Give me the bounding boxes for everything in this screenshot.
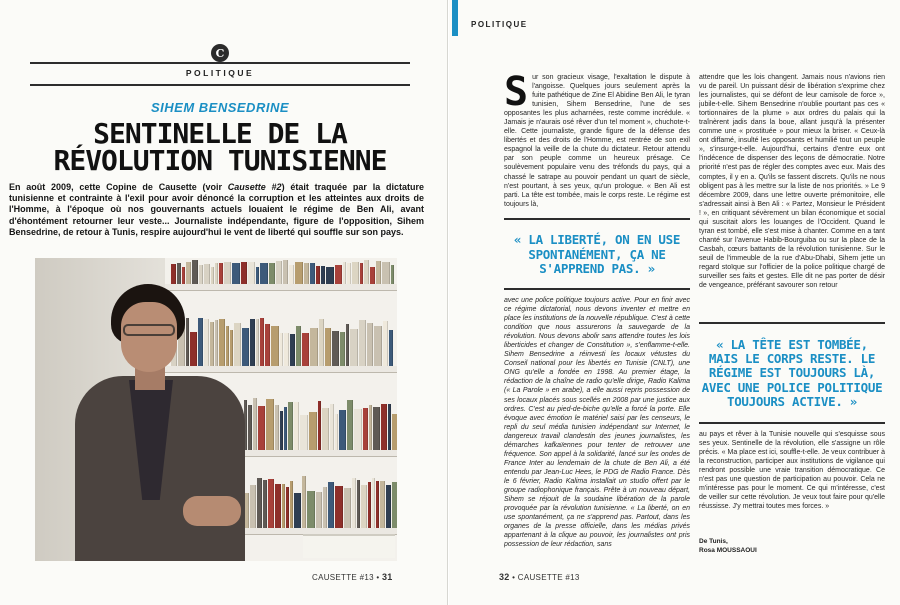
book-spine <box>392 414 397 450</box>
book-spine <box>257 478 262 528</box>
book-spine <box>369 405 372 450</box>
book-spine <box>330 404 334 450</box>
headline-line-2: RÉVOLUTION TUNISIENNE <box>53 144 387 177</box>
book-row <box>171 260 393 284</box>
book-spine <box>269 263 275 284</box>
book-spine <box>256 319 259 366</box>
book-spine <box>360 263 363 284</box>
book-spine <box>389 330 393 366</box>
pull-quote: « LA LIBERTÉ, ON EN USE SPONTANÉMENT, ÇA NE S'APPREND PAS. » <box>504 218 690 290</box>
book-spine <box>316 266 320 284</box>
book-spine <box>263 480 267 528</box>
lede-issue-ref: Causette #2 <box>227 182 282 192</box>
book-spine <box>350 329 358 366</box>
book-spine <box>232 263 240 284</box>
book-spine <box>215 263 218 284</box>
book-spine <box>372 478 375 528</box>
page-folio <box>312 572 393 582</box>
book-spine <box>335 265 342 284</box>
book-spine <box>288 402 293 450</box>
book-spine <box>325 328 331 366</box>
book-spine <box>211 267 214 284</box>
book-spine <box>368 482 371 528</box>
book-spine <box>335 414 338 450</box>
book-spine <box>373 407 380 450</box>
papers <box>303 534 395 558</box>
signoff-author: Rosa MOUSSAOUI <box>699 546 757 554</box>
book-spine <box>260 318 264 366</box>
book-spine <box>322 408 329 450</box>
book-spine <box>248 262 255 284</box>
column-2-bottom <box>699 430 885 534</box>
book-spine <box>253 398 257 450</box>
book-spine <box>250 319 255 366</box>
section-rule <box>30 84 410 86</box>
book-spine <box>302 333 309 366</box>
book-spine <box>283 260 288 284</box>
book-spine <box>284 407 287 450</box>
column-1-top-text: ur son gracieux visage, l'exaltation le dispute à l'angoisse. Quelques jours seulement après la fuite pathétique de Zine El Abidine Ben Ali, le tyran tunisien, Sihem Bensedrine, l'une de ses opposantes les plus acharnées, reste comme incrédule. « Jamais je n'aurais osé rêver d'un tel moment », chuchote-t-elle. Cette journaliste, grande figure de la défense des libertés et des droits de l'Homme, est rentrée de son exil espagnol la veille de la chute du dictateur. Retour attendu par son peuple comme un heureux présage. Ce soulèvement populaire venu des tréfonds du pays, qui a chassé le satrape au pouvoir pendant un quart de siècle, n'est pourtant, à ses yeux, qu'un prologue. « Ben Ali est parti. La tête est tombée, mais le corps reste. Le régime est toujours là, <box>504 74 690 208</box>
headline <box>24 117 416 177</box>
folio-label: • CAUSETTE #13 <box>509 573 580 582</box>
lede-text-2: ) était traquée par la dictature tunisienne et contrainte à l'exil pour avoir dénoncé la corruption et les atteintes aux droits de l'Homme, à l'époque où nos gouvernants actuels louaient le régime de Ben Ali, avant d'éhontément retourner leur veste... Journaliste indépendante, figure de l'opposition, Sihem Bensedrine, de retour à Tunis, respire aujourd'hui le vent de liberté qui souffle sur son pays. <box>9 182 424 237</box>
book-spine <box>295 262 303 284</box>
book-spine <box>256 267 259 284</box>
book-spine <box>280 333 283 366</box>
book-spine <box>352 262 359 284</box>
book-spine <box>290 334 295 366</box>
headline-line-1: SENTINELLE DE LA <box>93 117 347 150</box>
book-spine <box>391 265 394 284</box>
drop-cap: S <box>504 73 529 115</box>
book-spine <box>374 326 382 366</box>
book-spine <box>224 262 231 284</box>
column-2-bottom-text: au pays et rêver à la Tunisie nouvelle qui s'esquisse sous ses yeux. Sentinelle de la révolution, elle s'assigne un rôle précis. « Ma place est ici, souffle-t-elle. Je veux contribuer à la reconstruction, participer aux institutions de vigilance qui rendront possible une vraie transition démocratique. Ce n'est pas une question de participation au pouvoir. Cela ne m'intéresse pas pour le moment. Ce qui m'intéresse, c'est de veiller sur cette révolution. Je veux tout faire pour qu'elle réussisse. J'y mettrai toutes mes forces. » <box>699 431 885 511</box>
left-page <box>0 0 448 605</box>
book-spine <box>380 481 385 528</box>
book-spine <box>286 487 289 528</box>
book-spine <box>386 485 391 528</box>
hands <box>183 496 241 526</box>
signoff-place: De Tunis, <box>699 538 728 545</box>
book-spine <box>376 261 381 284</box>
book-spine <box>388 404 391 450</box>
book-spine <box>219 263 223 284</box>
book-spine <box>177 263 181 284</box>
column-1-top <box>504 73 690 213</box>
book-spine <box>318 401 321 450</box>
lede-paragraph <box>9 182 424 238</box>
book-spine <box>346 324 349 366</box>
section-label: POLITIQUE <box>185 68 255 78</box>
book-spine <box>310 263 315 284</box>
book-spine <box>392 482 397 528</box>
book-spine <box>258 406 265 450</box>
book-spine <box>323 487 327 528</box>
book-spine <box>328 482 334 528</box>
book-spine <box>275 405 279 450</box>
book-spine <box>332 331 339 366</box>
byline-subject: SIHEM BENSEDRINE <box>150 100 290 115</box>
glasses <box>123 324 175 336</box>
book-spine <box>294 402 299 450</box>
book-spine <box>271 326 279 366</box>
book-spine <box>316 492 322 528</box>
pull-quote: « LA TÊTE EST TOMBÉE, MAIS LE CORPS RESTE. LE RÉGIME EST TOUJOURS LÀ, AVEC UNE POLICE POLITIQUE TOUJOURS ACTIVE. » <box>699 322 885 424</box>
book-spine <box>289 265 294 284</box>
book-spine <box>268 479 274 528</box>
book-spine <box>280 411 283 450</box>
book-spine <box>352 478 356 528</box>
author-signoff <box>699 538 757 555</box>
column-2-top <box>699 73 885 317</box>
page-number: 32 <box>499 572 510 582</box>
book-spine <box>354 409 362 450</box>
section-tab <box>452 0 458 36</box>
book-spine <box>343 262 346 284</box>
book-spine <box>284 333 289 366</box>
book-spine <box>171 264 176 284</box>
book-spine <box>192 260 198 284</box>
book-spine <box>339 410 346 450</box>
book-spine <box>302 476 306 528</box>
book-spine <box>204 264 210 284</box>
book-spine <box>321 266 325 284</box>
book-spine <box>344 488 351 528</box>
face <box>121 302 177 372</box>
book-spine <box>347 263 351 284</box>
book-spine <box>335 486 343 528</box>
book-spine <box>381 404 387 450</box>
book-spine <box>363 408 368 450</box>
book-spine <box>300 415 308 450</box>
portrait-subject <box>75 284 245 561</box>
book-spine <box>266 399 274 450</box>
book-spine <box>294 493 301 528</box>
book-spine <box>276 261 282 284</box>
folio-label: CAUSETTE #13 • <box>312 573 382 582</box>
book-spine <box>290 481 293 528</box>
book-spine <box>241 262 247 284</box>
book-spine <box>199 265 203 284</box>
book-spine <box>250 485 256 528</box>
book-spine <box>319 319 324 366</box>
book-spine <box>307 491 315 528</box>
book-spine <box>359 320 366 366</box>
book-spine <box>304 263 309 284</box>
portrait-photo <box>35 258 397 561</box>
book-spine <box>309 412 317 450</box>
page-number: 31 <box>382 572 393 582</box>
book-spine <box>376 481 379 528</box>
book-spine <box>383 321 388 366</box>
book-spine <box>260 263 268 284</box>
book-spine <box>361 485 367 528</box>
book-spine <box>367 323 373 366</box>
book-spine <box>326 267 334 284</box>
column-2-top-text: attendre que les lois changent. Jamais nous n'avions rien vu de pareil. Un puissant désir de libération s'exprime chez les journalistes, qui se défont de leur camisole de force », jubile-t-elle. Sihem Bensedrine n'oublie pourtant pas ces « tortionnaires de la plume » aux ordres du palais qui la traînèrent jadis dans la boue, allant jusqu'à la présenter comme une « prostituée » pour mieux la briser. « Ceux-là ont diffamé, insulté les opposants et humilié tout un peuple », s'insurge-t-elle. Aujourd'hui, certains d'entre eux ont l'indécence de dispenser des leçons de démocratie. Notre priorité n'est pas de régler des comptes avec eux. Mais des comptes, il y en a. Qu'ils se fassent discrets. Qu'ils ne nous obligent pas à les mettre sur la liste de nos priorités. » Le 9 décembre 2009, dans une lettre ouverte prémonitoire, elle s'adressait ainsi à Ben Ali : « Partez, Monsieur le Président ! », en critiquant sévèrement un bilan économique et social qui suscitait alors les louanges de l'Occident. Quand le tyran est tombé, elle s'est mise à chanter. Comme en a tant chanté sur l'avenue Habib-Bourguiba ou sur la place de la Casbah, cœurs battants de la révolution tunisienne. Sur le seuil de l'immeuble de la rue d'Abu-Dhabi, Sihem jette un regard stoïque sur l'officier de la police politique chargé de surveiller ses faits et gestes. Elle dit ne pas porter de désir de vengeance, préférant savourer son retour <box>699 74 885 290</box>
book-spine <box>186 262 191 284</box>
book-spine <box>370 267 375 284</box>
book-spine <box>347 400 353 450</box>
book-spine <box>357 480 360 528</box>
column-1-bottom-text: avec une police politique toujours active. Pour en finir avec ce régime dictatorial, nous devons inventer et mettre en place les institutions de la nouvelle république. C'est à cette condition que nous assurerons la sauvegarde de la révolution. Nous devons abolir sans attendre toutes les lois liberticides et changer de Constitution », s'enflamme-t-elle. Sihem Bensedrine a réinvesti les locaux vétustes du Conseil national pour les libertés en Tunisie (CNLT), une ONG qu'elle a fondée en 1998. Au premier étage, la rédaction de la chaîne de radio qu'elle dirige, Radio Kalima (« La Parole » en arabe), a elle aussi repris possession de ses locaux placés sous scellés en 2008 par une justice aux ordres. C'est au pied-de-biche qu'elle a forcé la porte. Elle évoque avec émotion le matériel saisi par les censeurs, le repli du seul média tunisien indépendant sur Internet, le dangereux travail clandestin des jeunes journalistes, les démarches kafkaïennes pour tenter de retrouver une fréquence. Son appel à la solidarité, lancé sur les ondes de France Inter au lendemain de la chute de Ben Ali, a été entendu par Jean-Luc Hees, le PDG de Radio France. Dès le 6 février, Radio Kalima installait un studio offert par le groupe radiophonique français. Prête à un nouveau départ, Sihem se réjouit de la soudaine libération de la parole provoquée par la révolution tunisienne. « La liberté, on en use spontanément, ça ne s'apprend pas. Partout, dans les organes de la presse officielle, dans les médias privés appartenant à la clique au pouvoir, les journalistes ont pris possession de leur rédaction, sans <box>504 297 690 549</box>
book-spine <box>275 484 281 528</box>
book-spine <box>265 324 270 366</box>
book-spine <box>182 267 185 284</box>
book-spine <box>364 260 369 284</box>
book-spine <box>282 484 285 528</box>
book-spine <box>382 262 390 284</box>
column-1-bottom <box>504 296 690 564</box>
page-folio <box>499 572 580 582</box>
right-page <box>449 0 900 605</box>
section-label: POLITIQUE <box>471 20 528 29</box>
lede-text-1: En août 2009, cette Copine de Causette (voir <box>9 182 228 192</box>
book-spine <box>248 405 252 450</box>
book-spine <box>340 332 345 366</box>
top-rule <box>30 62 410 64</box>
book-spine <box>296 326 301 366</box>
book-spine <box>310 328 318 366</box>
section-badge: C <box>211 44 229 62</box>
